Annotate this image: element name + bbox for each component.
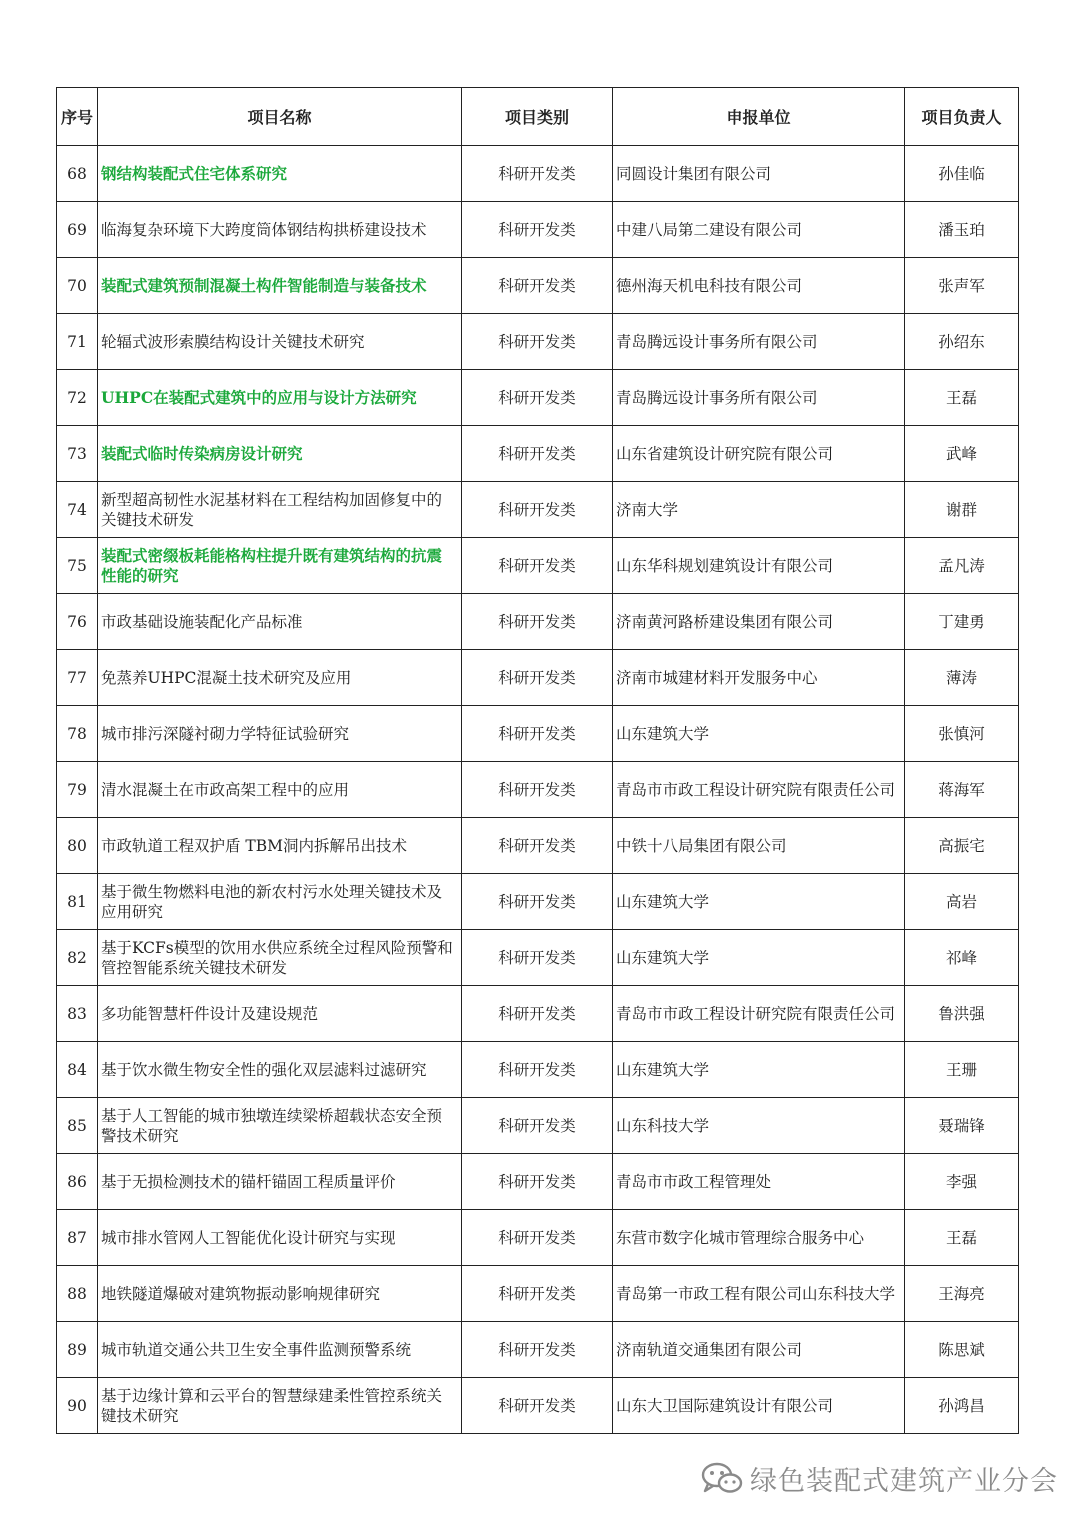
table-row <box>57 1266 1019 1322</box>
row-no: 77 <box>57 650 98 706</box>
row-lead: 孙绍东 <box>905 314 1019 370</box>
row-project-name: 基于无损检测技术的锚杆锚固工程质量评价 <box>98 1154 462 1210</box>
row-project-name: 装配式密缀板耗能格构柱提升既有建筑结构的抗震性能的研究 <box>98 538 462 594</box>
row-project-name: 钢结构装配式住宅体系研究 <box>98 146 462 202</box>
row-no: 72 <box>57 370 98 426</box>
table-row <box>57 146 1019 202</box>
row-unit: 青岛市市政工程管理处 <box>613 1154 905 1210</box>
row-lead: 孟凡涛 <box>905 538 1019 594</box>
row-category: 科研开发类 <box>462 1098 613 1154</box>
table-row <box>57 930 1019 986</box>
row-no: 83 <box>57 986 98 1042</box>
watermark <box>700 1458 1058 1498</box>
row-unit: 中建八局第二建设有限公司 <box>613 202 905 258</box>
row-no: 68 <box>57 146 98 202</box>
table-row <box>57 538 1019 594</box>
row-unit: 同圆设计集团有限公司 <box>613 146 905 202</box>
row-category: 科研开发类 <box>462 314 613 370</box>
table-row <box>57 370 1019 426</box>
row-unit: 东营市数字化城市管理综合服务中心 <box>613 1210 905 1266</box>
row-project-name: 装配式临时传染病房设计研究 <box>98 426 462 482</box>
header-name: 项目名称 <box>98 88 462 146</box>
row-unit: 济南轨道交通集团有限公司 <box>613 1322 905 1378</box>
row-no: 85 <box>57 1098 98 1154</box>
row-project-name: 基于人工智能的城市独墩连续梁桥超载状态安全预警技术研究 <box>98 1098 462 1154</box>
row-no: 79 <box>57 762 98 818</box>
wechat-icon <box>700 1460 744 1496</box>
row-category: 科研开发类 <box>462 538 613 594</box>
row-category: 科研开发类 <box>462 1378 613 1434</box>
table-row <box>57 874 1019 930</box>
row-unit: 青岛市市政工程设计研究院有限责任公司 <box>613 762 905 818</box>
row-category: 科研开发类 <box>462 1266 613 1322</box>
row-unit: 山东大卫国际建筑设计有限公司 <box>613 1378 905 1434</box>
row-lead: 王磊 <box>905 370 1019 426</box>
row-unit: 山东建筑大学 <box>613 874 905 930</box>
row-lead: 薄涛 <box>905 650 1019 706</box>
row-category: 科研开发类 <box>462 706 613 762</box>
watermark-text: 绿色装配式建筑产业分会 <box>750 1465 1058 1497</box>
row-lead: 聂瑞锋 <box>905 1098 1019 1154</box>
row-lead: 武峰 <box>905 426 1019 482</box>
row-project-name: UHPC在装配式建筑中的应用与设计方法研究 <box>98 370 462 426</box>
row-category: 科研开发类 <box>462 986 613 1042</box>
row-lead: 丁建勇 <box>905 594 1019 650</box>
row-no: 89 <box>57 1322 98 1378</box>
row-lead: 王磊 <box>905 1210 1019 1266</box>
row-lead: 李强 <box>905 1154 1019 1210</box>
row-no: 70 <box>57 258 98 314</box>
row-project-name: 轮辐式波形索膜结构设计关键技术研究 <box>98 314 462 370</box>
row-unit: 山东建筑大学 <box>613 706 905 762</box>
table-header-row <box>57 88 1019 146</box>
table-row <box>57 1154 1019 1210</box>
row-lead: 祁峰 <box>905 930 1019 986</box>
row-project-name: 新型超高韧性水泥基材料在工程结构加固修复中的关键技术研发 <box>98 482 462 538</box>
row-project-name: 基于微生物燃料电池的新农村污水处理关键技术及应用研究 <box>98 874 462 930</box>
row-no: 88 <box>57 1266 98 1322</box>
header-category: 项目类别 <box>462 88 613 146</box>
table-row <box>57 762 1019 818</box>
table-row <box>57 202 1019 258</box>
row-no: 90 <box>57 1378 98 1434</box>
row-unit: 山东省建筑设计研究院有限公司 <box>613 426 905 482</box>
table-row <box>57 1210 1019 1266</box>
table-row <box>57 818 1019 874</box>
row-unit: 济南市城建材料开发服务中心 <box>613 650 905 706</box>
row-unit: 山东华科规划建筑设计有限公司 <box>613 538 905 594</box>
row-category: 科研开发类 <box>462 1154 613 1210</box>
row-unit: 中铁十八局集团有限公司 <box>613 818 905 874</box>
row-lead: 潘玉珀 <box>905 202 1019 258</box>
table-row <box>57 1322 1019 1378</box>
table-row <box>57 258 1019 314</box>
row-category: 科研开发类 <box>462 1322 613 1378</box>
row-category: 科研开发类 <box>462 594 613 650</box>
row-unit: 青岛第一市政工程有限公司山东科技大学 <box>613 1266 905 1322</box>
project-table <box>56 87 1019 1434</box>
row-category: 科研开发类 <box>462 874 613 930</box>
table-row <box>57 314 1019 370</box>
table-row <box>57 706 1019 762</box>
row-category: 科研开发类 <box>462 202 613 258</box>
row-project-name: 多功能智慧杆件设计及建设规范 <box>98 986 462 1042</box>
table-row <box>57 1042 1019 1098</box>
row-unit: 德州海天机电科技有限公司 <box>613 258 905 314</box>
row-unit: 山东建筑大学 <box>613 930 905 986</box>
row-project-name: 装配式建筑预制混凝土构件智能制造与装备技术 <box>98 258 462 314</box>
table-row <box>57 650 1019 706</box>
row-lead: 孙佳临 <box>905 146 1019 202</box>
row-category: 科研开发类 <box>462 818 613 874</box>
row-no: 69 <box>57 202 98 258</box>
row-lead: 王珊 <box>905 1042 1019 1098</box>
row-lead: 蒋海军 <box>905 762 1019 818</box>
row-unit: 青岛腾远设计事务所有限公司 <box>613 314 905 370</box>
row-no: 75 <box>57 538 98 594</box>
row-category: 科研开发类 <box>462 146 613 202</box>
row-project-name: 临海复杂环境下大跨度筒体钢结构拱桥建设技术 <box>98 202 462 258</box>
row-no: 78 <box>57 706 98 762</box>
row-no: 82 <box>57 930 98 986</box>
row-category: 科研开发类 <box>462 258 613 314</box>
row-category: 科研开发类 <box>462 1042 613 1098</box>
row-project-name: 城市轨道交通公共卫生安全事件监测预警系统 <box>98 1322 462 1378</box>
row-no: 74 <box>57 482 98 538</box>
row-project-name: 基于KCFs模型的饮用水供应系统全过程风险预警和管控智能系统关键技术研发 <box>98 930 462 986</box>
row-no: 84 <box>57 1042 98 1098</box>
row-project-name: 免蒸养UHPC混凝土技术研究及应用 <box>98 650 462 706</box>
row-unit: 山东建筑大学 <box>613 1042 905 1098</box>
row-category: 科研开发类 <box>462 930 613 986</box>
header-unit: 申报单位 <box>613 88 905 146</box>
row-category: 科研开发类 <box>462 426 613 482</box>
row-no: 73 <box>57 426 98 482</box>
table-row <box>57 482 1019 538</box>
row-category: 科研开发类 <box>462 1210 613 1266</box>
row-lead: 王海亮 <box>905 1266 1019 1322</box>
row-project-name: 清水混凝土在市政高架工程中的应用 <box>98 762 462 818</box>
row-category: 科研开发类 <box>462 370 613 426</box>
row-project-name: 市政基础设施装配化产品标准 <box>98 594 462 650</box>
table-row <box>57 426 1019 482</box>
table-row <box>57 1378 1019 1434</box>
row-lead: 高岩 <box>905 874 1019 930</box>
row-lead: 孙鸿昌 <box>905 1378 1019 1434</box>
table-row <box>57 594 1019 650</box>
row-unit: 济南大学 <box>613 482 905 538</box>
row-no: 87 <box>57 1210 98 1266</box>
row-no: 71 <box>57 314 98 370</box>
row-project-name: 基于饮水微生物安全性的强化双层滤料过滤研究 <box>98 1042 462 1098</box>
row-unit: 山东科技大学 <box>613 1098 905 1154</box>
header-no: 序号 <box>57 88 98 146</box>
row-project-name: 基于边缘计算和云平台的智慧绿建柔性管控系统关键技术研究 <box>98 1378 462 1434</box>
row-no: 86 <box>57 1154 98 1210</box>
row-unit: 济南黄河路桥建设集团有限公司 <box>613 594 905 650</box>
row-project-name: 地铁隧道爆破对建筑物振动影响规律研究 <box>98 1266 462 1322</box>
row-no: 76 <box>57 594 98 650</box>
row-no: 80 <box>57 818 98 874</box>
row-project-name: 城市排污深隧衬砌力学特征试验研究 <box>98 706 462 762</box>
header-lead: 项目负责人 <box>905 88 1019 146</box>
row-lead: 鲁洪强 <box>905 986 1019 1042</box>
row-lead: 陈思斌 <box>905 1322 1019 1378</box>
row-lead: 谢群 <box>905 482 1019 538</box>
row-category: 科研开发类 <box>462 650 613 706</box>
row-project-name: 市政轨道工程双护盾 TBM洞内拆解吊出技术 <box>98 818 462 874</box>
row-no: 81 <box>57 874 98 930</box>
row-category: 科研开发类 <box>462 482 613 538</box>
row-unit: 青岛腾远设计事务所有限公司 <box>613 370 905 426</box>
table-row <box>57 986 1019 1042</box>
row-unit: 青岛市市政工程设计研究院有限责任公司 <box>613 986 905 1042</box>
row-lead: 张慎河 <box>905 706 1019 762</box>
row-category: 科研开发类 <box>462 762 613 818</box>
row-lead: 高振宅 <box>905 818 1019 874</box>
row-lead: 张声军 <box>905 258 1019 314</box>
row-project-name: 城市排水管网人工智能优化设计研究与实现 <box>98 1210 462 1266</box>
table-row <box>57 1098 1019 1154</box>
